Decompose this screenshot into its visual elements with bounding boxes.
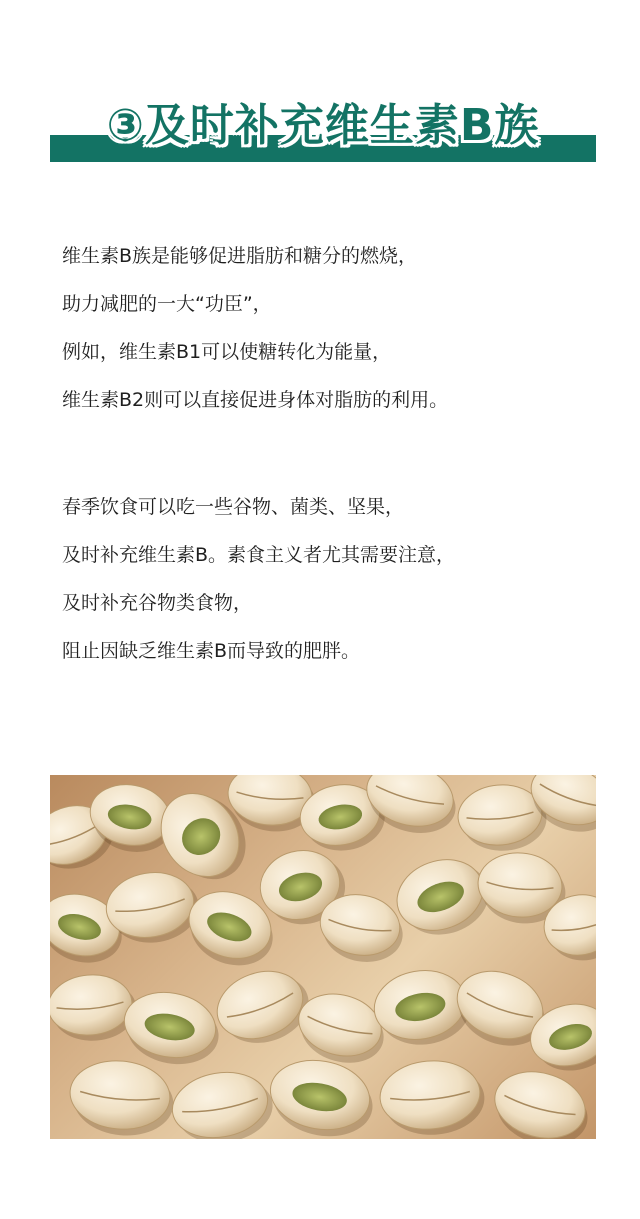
heading-title: ③及时补充维生素B族 [106,100,540,151]
pistachio-nut [377,1056,487,1139]
pistachio-illustration [50,775,596,1139]
text-line: 例如，维生素B1可以使糖转化为能量， [62,341,392,363]
section-heading [50,90,596,172]
text-line: 维生素B2则可以直接促进身体对脂肪的利用。 [62,389,449,411]
pistachio-nut [486,1062,596,1139]
pistachio-photo [50,775,596,1139]
text-line: 维生素B族是能够促进脂肪和糖分的燃烧， [62,245,418,267]
text-line: 及时补充维生素B。素食主义者尤其需要注意， [62,544,456,566]
pistachio-nut [264,1053,379,1139]
text-line: 阻止因缺乏维生素B而导致的肥胖。 [62,640,361,662]
pistachio-nut [50,971,139,1044]
pistachio-nut [118,985,225,1071]
pistachio-nut [208,959,318,1056]
text-line: 春季饮食可以吃一些谷物、菌类、坚果， [62,496,405,518]
text-line: 及时补充谷物类食物， [62,592,253,614]
pistachio-nut [167,1064,278,1139]
pistachio-nut [67,1057,177,1139]
paragraph-vitamin-b-benefits [62,232,602,424]
text-line: 助力减肥的一大“功臣”， [62,293,272,315]
paragraph-spring-diet [62,483,602,675]
